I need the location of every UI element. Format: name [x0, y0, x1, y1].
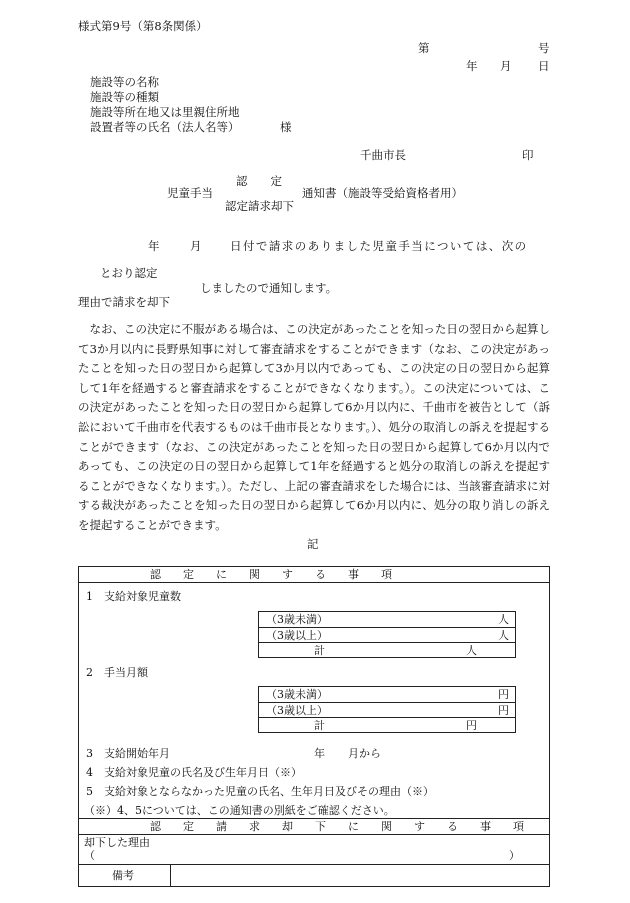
appeal-notice: なお、この決定に不服がある場合は、この決定があったことを知った日の翌日から起算して3か月以内に長野県知事に対して審査請求をすることができます（なお、この決定があったことを知った日の翌日から起算して3か月以内であっても、この決定の日の翌日から起算して1年を経過すると審査請求をすることができなくなります。）。この決定については、この決定があったことを知った日の翌日から起算して6か月以内に、千曲市を被告として（訴訟において千曲市を代表するものは千曲市長となります。）、処分の取消しの訴えを提起することができます（なお、この決定があったことを知った日の翌日から起算して6か月以内であっても、この決定の日の翌日から起算して1年を経過すると処分の取消しの訴えを提起することができなくなります。）。ただし、上記の審査請求をした場合には、当該審査請求に対する裁決があったことを知った日の翌日から起算して6か月以内に、処分の取り消しの訴えを提起することができます。	[78, 322, 550, 532]
item5-label: 5 支給対象とならなかった児童の氏名、生年月日及びその理由（※）	[86, 785, 434, 798]
amount-total-label: 計	[314, 719, 325, 732]
section2-header: 認 定 請 求 却 下 に 関 す る 事 項	[150, 820, 524, 833]
count-total-label: 計	[314, 644, 325, 657]
reject-reason-paren-close: ）	[509, 849, 520, 862]
item3-year: 年	[314, 747, 325, 760]
amount-under3-label: （3歳未満）	[266, 688, 328, 701]
facility-type-label: 施設等の種類	[90, 90, 159, 104]
remarks-label: 備考	[112, 869, 134, 882]
facility-name-label: 施設等の名称	[90, 75, 159, 89]
count-under3-unit: 人	[498, 613, 509, 626]
reject-reason-paren-open: （	[84, 849, 95, 862]
doc-number-suffix: 号	[538, 41, 550, 55]
amount-over3-label: （3歳以上）	[266, 704, 328, 717]
sender-title: 千曲市長	[360, 148, 406, 162]
body-line2-tail: しましたので通知します。	[200, 281, 338, 295]
amount-over3-unit: 円	[498, 704, 509, 717]
title-option-approve: 認 定	[236, 174, 282, 188]
title-option-reject: 認定請求却下	[225, 199, 294, 213]
title-left: 児童手当	[167, 186, 213, 200]
body-option-approve: とおり認定	[100, 266, 158, 280]
honorific: 様	[280, 120, 292, 134]
table-rule	[78, 864, 550, 865]
section1-header: 認 定 に 関 す る 事 項	[150, 568, 392, 581]
body-option-reject: 理由で請求を却下	[78, 295, 170, 309]
count-over3-label: （3歳以上）	[266, 629, 328, 642]
date-month: 月	[500, 59, 512, 73]
body-line1: 日付で請求のありました児童手当については、次の	[230, 239, 528, 253]
body-year: 年	[148, 239, 160, 253]
date-year: 年	[466, 59, 478, 73]
date-day: 日	[538, 59, 550, 73]
ki-mark: 記	[307, 537, 319, 551]
amount-total-unit: 円	[466, 719, 477, 732]
item3-label: 3 支給開始年月	[86, 747, 170, 760]
count-under3-label: （3歳未満）	[266, 613, 328, 626]
title-right: 通知書（施設等受給資格者用）	[302, 186, 463, 200]
doc-number-prefix: 第	[418, 41, 430, 55]
amount-box-rule	[258, 702, 516, 703]
table-rule	[78, 834, 550, 835]
table-note: （※）4、5については、この通知書の別紙をご確認ください。	[84, 804, 395, 817]
item1-label: 1 支給対象児童数	[86, 590, 181, 603]
founder-name-label: 設置者等の氏名（法人名等）	[90, 120, 240, 134]
count-box-rule	[258, 627, 516, 628]
body-month: 月	[190, 239, 202, 253]
count-over3-unit: 人	[498, 629, 509, 642]
facility-address-label: 施設等所在地又は里親住所地	[90, 105, 240, 119]
table-rule	[78, 582, 550, 583]
reject-reason-label: 却下した理由	[84, 836, 150, 849]
seal-mark: 印	[522, 148, 534, 162]
amount-under3-unit: 円	[498, 688, 509, 701]
form-number: 様式第9号（第8条関係）	[78, 19, 208, 33]
item2-label: 2 手当月額	[86, 666, 148, 679]
remarks-divider	[170, 864, 171, 886]
count-total-unit: 人	[466, 644, 477, 657]
item4-label: 4 支給対象児童の氏名及び生年月日（※）	[86, 766, 302, 779]
table-rule	[78, 818, 550, 819]
item3-from: 月から	[348, 747, 381, 760]
